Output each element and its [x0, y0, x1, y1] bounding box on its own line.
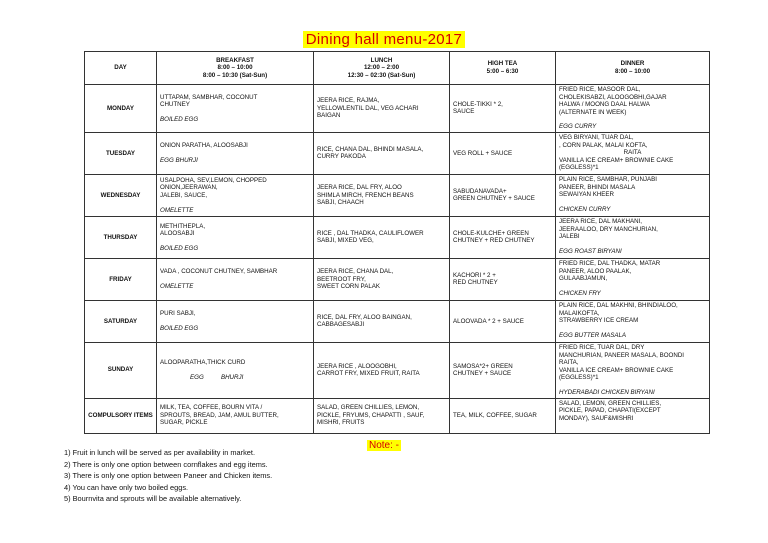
- menu-extra-item: BOILED EGG: [160, 115, 199, 123]
- menu-line: KACHORI * 2 +: [453, 271, 496, 279]
- note-item: 5) Bournvita and sprouts will be available alternatively.: [64, 494, 242, 503]
- header-breakfast: BREAKFAST 8:00 – 10:00 8:00 – 10:30 (Sat-Sun): [157, 52, 314, 85]
- day-cell: COMPULSORY ITEMS: [85, 398, 157, 433]
- lunch-cell: [314, 258, 450, 300]
- menu-row: [85, 216, 710, 258]
- menu-line: (EGGLESS)*1: [559, 164, 599, 172]
- menu-line: (EGGLESS)*1: [559, 374, 599, 382]
- day-cell: FRIDAY: [85, 258, 157, 300]
- menu-table: [84, 51, 710, 434]
- dinner-cell: [556, 342, 710, 398]
- menu-line: VEG BIRYANI, TUAR DAL,: [559, 133, 634, 141]
- dinner-cell: [556, 132, 710, 174]
- note-item: 3) There is only one option between Paneer and Chicken items.: [64, 471, 273, 480]
- menu-line: FRIED RICE, MASOOR DAL,: [559, 86, 641, 93]
- menu-line: SALAD, GREEN CHILLIES, LEMON,: [317, 404, 420, 412]
- menu-line: ALOOPARATHA,THICK CURD: [160, 359, 246, 367]
- menu-extra-item: OMELETTE: [160, 282, 194, 290]
- page-title: [0, 31, 768, 49]
- menu-line: JEERA RICE, CHANA DAL,: [317, 268, 394, 276]
- menu-line: METHITHEPLA,: [160, 222, 206, 230]
- menu-line: ONION,JEERAWAN,: [160, 184, 218, 192]
- menu-line: JEERA RICE, DAL FRY, ALOO: [317, 184, 402, 192]
- menu-line: (ALTERNATE IN WEEK): [559, 108, 627, 116]
- menu-line: USALPOHA, SEV,LEMON, CHOPPED: [160, 176, 267, 184]
- hightea-cell: [450, 398, 556, 433]
- lunch-cell: [314, 174, 450, 216]
- day-cell: WEDNESDAY: [85, 174, 157, 216]
- menu-row: [85, 398, 710, 433]
- dinner-cell: [556, 258, 710, 300]
- menu-row: [85, 85, 710, 133]
- menu-extra-item: EGG BHURJI: [190, 373, 244, 381]
- menu-extra-item: EGG CURRY: [559, 123, 597, 131]
- menu-line: TEA, MILK, COFFEE, SUGAR: [453, 411, 537, 419]
- day-cell: TUESDAY: [85, 132, 157, 174]
- breakfast-cell: [157, 85, 314, 133]
- menu-extra-item: CHICKEN CURRY: [559, 205, 611, 213]
- note-item: 4) You can have only two boiled eggs.: [64, 482, 189, 492]
- menu-line: ALOOVADA * 2 + SAUCE: [453, 317, 524, 325]
- menu-extra-item: BOILED EGG: [160, 244, 199, 252]
- header-day: DAY: [85, 52, 157, 85]
- menu-line: PLAIN RICE, SAMBHAR, PUNJABI: [559, 175, 657, 183]
- breakfast-cell: [157, 342, 314, 398]
- menu-line: SWEET CORN PALAK: [317, 283, 381, 291]
- menu-line: CABBAGESABJI: [317, 321, 365, 329]
- menu-line: BAIGAN: [317, 112, 341, 120]
- menu-line: MONDAY), SAUF&MISHRI: [559, 414, 634, 422]
- menu-line: RICE , DAL THADKA, CAULIFLOWER: [317, 229, 424, 237]
- title-text: Dining hall menu-2017: [303, 31, 465, 48]
- menu-row: [85, 132, 710, 174]
- dinner-cell: [556, 216, 710, 258]
- header-lunch: LUNCH 12:00 – 2:00 12:30 – 02:30 (Sat-Sun): [314, 52, 450, 85]
- menu-line: VEG ROLL + SAUCE: [453, 149, 513, 157]
- menu-line: PICKLE, PAPAD, CHAPATI(EXCEPT: [559, 407, 661, 415]
- menu-extra-item: CHICKEN FRY: [559, 289, 601, 297]
- menu-line: VANILLA ICE CREAM+ BROWNIE CAKE: [559, 366, 674, 374]
- menu-line: ALOOSABJI: [160, 230, 195, 238]
- menu-line: PANEER, BHINDI MASALA: [559, 183, 636, 191]
- menu-row: [85, 342, 710, 398]
- menu-row: [85, 174, 710, 216]
- menu-line: CHUTNEY: [160, 101, 190, 109]
- lunch-cell: [314, 342, 450, 398]
- menu-line: VADA , COCONUT CHUTNEY, SAMBHAR: [160, 268, 278, 276]
- menu-line: FRIED RICE, TUAR DAL, DRY: [559, 343, 645, 351]
- hightea-cell: [450, 216, 556, 258]
- day-cell: MONDAY: [85, 85, 157, 133]
- menu-line: SAMOSA*2+ GREEN: [453, 362, 513, 370]
- header-hightea: HIGH TEA 5:00 – 6:30: [450, 52, 556, 85]
- menu-extra-item: EGG BUTTER MASALA: [559, 331, 627, 339]
- hightea-cell: [450, 258, 556, 300]
- lunch-cell: [314, 85, 450, 133]
- menu-line: FRIED RICE, DAL THADKA, MATAR: [559, 259, 661, 267]
- menu-line: GREEN CHUTNEY + SAUCE: [453, 195, 535, 203]
- menu-line: CARROT FRY, MIXED FRUIT, RAITA: [317, 370, 420, 378]
- notes-list: [64, 447, 272, 505]
- note-item: 1) Fruit in lunch will be served as per availability in market.: [64, 448, 256, 457]
- menu-line: RED CHUTNEY: [453, 279, 498, 287]
- menu-line: BEETROOT FRY,: [317, 275, 366, 283]
- menu-line: GULAABJAMUN,: [559, 275, 608, 283]
- hightea-cell: [450, 132, 556, 174]
- dinner-cell: [556, 398, 710, 433]
- menu-line: JALEBI: [559, 233, 580, 241]
- lunch-cell: [314, 300, 450, 342]
- menu-line: RICE, CHANA DAL, BHINDI MASALA,: [317, 145, 424, 153]
- breakfast-cell: [157, 300, 314, 342]
- breakfast-cell: [157, 258, 314, 300]
- menu-line: RAITA,: [559, 359, 579, 367]
- menu-line: VANILLA ICE CREAM+ BROWNIE CAKE: [559, 156, 674, 164]
- menu-line: JEERA RICE, RAJMA,: [317, 97, 380, 105]
- menu-extra-item: EGG BHURJI: [160, 156, 198, 164]
- menu-line: SALAD, LEMON, GREEN CHILLIES,: [559, 399, 662, 407]
- menu-line: SABUDANAVADA+: [453, 187, 507, 195]
- menu-line: CHUTNEY + SAUCE: [453, 370, 512, 378]
- menu-line: HALWA / MOONG DAAL HALWA: [559, 101, 650, 109]
- menu-line: JEERAALOO, DRY MANCHURIAN,: [559, 225, 658, 233]
- menu-line: MILK, TEA, COFFEE, BOURN VITA /: [160, 404, 263, 412]
- lunch-cell: [314, 216, 450, 258]
- lunch-cell: [314, 398, 450, 433]
- menu-line: RAITA: [623, 149, 642, 157]
- menu-extra-item: EGG ROAST BIRYANI: [559, 247, 622, 255]
- menu-line: ONION PARATHA, ALOOSABJI: [160, 142, 248, 150]
- day-cell: SATURDAY: [85, 300, 157, 342]
- menu-line: MISHRI, FRUITS: [317, 419, 365, 427]
- hightea-cell: [450, 85, 556, 133]
- menu-line: YELLOWLENTIL DAL, VEG ACHARI: [317, 104, 419, 112]
- menu-line: JEERA RICE, DAL MAKHANI,: [559, 217, 642, 225]
- menu-line: MANCHURIAN, PANEER MASALA, BOONDI: [559, 351, 685, 359]
- menu-extra-item: OMELETTE: [160, 206, 194, 214]
- dinner-cell: [556, 300, 710, 342]
- menu-line: PANEER, ALOO PAALAK,: [559, 267, 632, 275]
- menu-extra-item: BOILED EGG: [160, 324, 199, 332]
- hightea-cell: [450, 300, 556, 342]
- menu-line: JEERA RICE , ALOOGOBHI,: [317, 362, 397, 370]
- day-cell: THURSDAY: [85, 216, 157, 258]
- menu-line: SHIMLA MIRCH, FRENCH BEANS: [317, 191, 414, 199]
- menu-line: SAUCE: [453, 108, 475, 116]
- menu-line: SPROUTS, BREAD, JAM, AMUL BUTTER,: [160, 411, 279, 419]
- menu-line: SUGAR, PICKLE: [160, 419, 208, 427]
- breakfast-cell: [157, 216, 314, 258]
- menu-line: MALAIKOFTA,: [559, 309, 600, 317]
- menu-line: PLAIN RICE, DAL MAKHNI, BHINDIALOO,: [559, 301, 678, 309]
- menu-line: JALEBI, SAUCE,: [160, 191, 208, 199]
- header-dinner: DINNER 8:00 – 10:00: [556, 52, 710, 85]
- menu-line: SEWAIYAN KHEER: [559, 191, 615, 199]
- menu-line: STRAWBERRY ICE CREAM: [559, 317, 639, 325]
- menu-extra-item: HYDERABADI CHICKEN BIRYANI: [559, 388, 655, 396]
- menu-line: PICKLE, FRYUMS, CHAPATTI , SAUF,: [317, 411, 425, 419]
- menu-line: CURRY PAKODA: [317, 153, 366, 161]
- menu-row: [85, 258, 710, 300]
- menu-line: PURI SABJI,: [160, 310, 196, 318]
- menu-line: SABJI, MIXED VEG,: [317, 237, 374, 245]
- hightea-cell: [450, 174, 556, 216]
- menu-line: CHOLEKISABZI, ALOOGOBHI,GAJAR: [559, 93, 667, 101]
- menu-line: SABJI, CHAACH: [317, 199, 364, 207]
- dinner-cell: [556, 174, 710, 216]
- menu-line: CHUTNEY + RED CHUTNEY: [453, 237, 535, 245]
- note-item: 2) There is only one option between cornflakes and egg items.: [64, 459, 268, 469]
- breakfast-cell: [157, 132, 314, 174]
- note-label: Note: -: [368, 440, 399, 451]
- menu-line: CHOLE-TIKKI * 2,: [453, 100, 503, 108]
- hightea-cell: [450, 342, 556, 398]
- menu-line: UTTAPAM, SAMBHAR, COCONUT: [160, 93, 258, 101]
- dinner-cell: [556, 85, 710, 133]
- menu-line: RICE, DAL FRY, ALOO BAINGAN,: [317, 313, 412, 321]
- lunch-cell: [314, 132, 450, 174]
- breakfast-cell: [157, 174, 314, 216]
- menu-row: [85, 300, 710, 342]
- breakfast-cell: [157, 398, 314, 433]
- menu-line: CHOLE-KULCHE+ GREEN: [453, 229, 529, 237]
- menu-line: , CORN PALAK, MALAI KOFTA,: [559, 141, 648, 149]
- day-cell: SUNDAY: [85, 342, 157, 398]
- header-row: [85, 52, 710, 85]
